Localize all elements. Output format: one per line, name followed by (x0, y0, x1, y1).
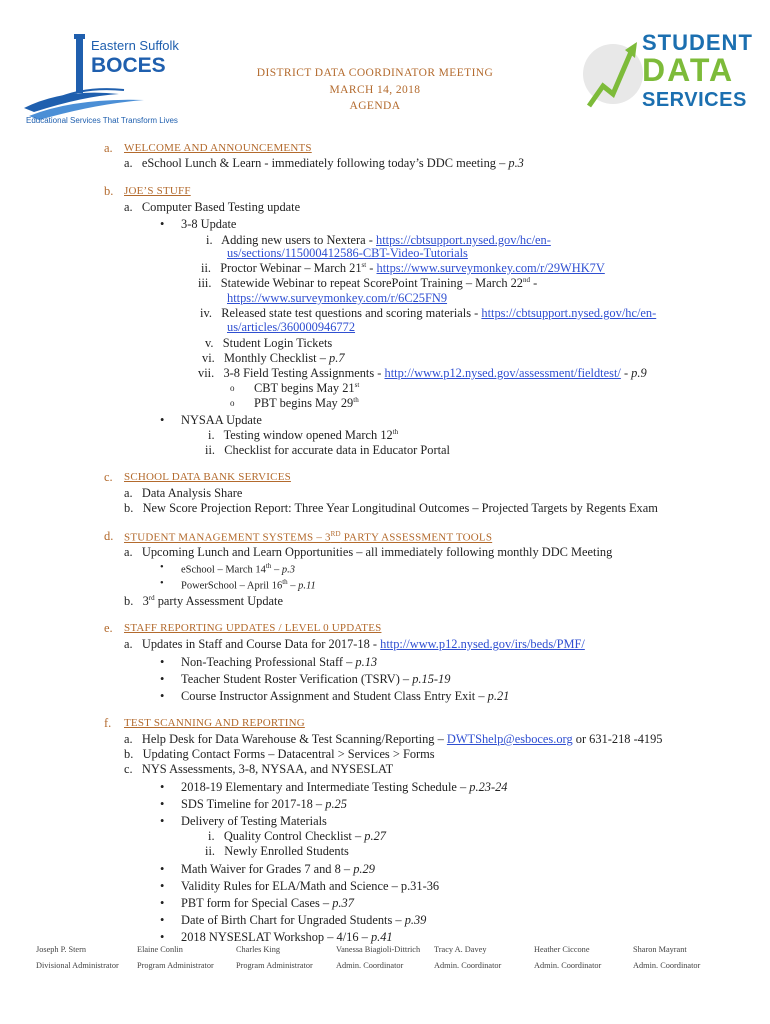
section-c-item-b: b. New Score Projection Report: Three Year Longitudinal Outcomes – Projected Targets by Regents Exam (124, 501, 658, 515)
section-b-bullet-2: • NYSAA Update (181, 413, 262, 428)
sds-line1: STUDENT (642, 30, 753, 55)
section-b-roman-ii: ii. Proctor Webinar – March 21st - https://www.surveymonkey.com/r/29WHK7V (201, 261, 605, 276)
footer-role-6: Admin. Coordinator (534, 961, 602, 970)
footer-name-1: Joseph P. Stern (36, 945, 87, 954)
section-d-bullet-2: • PowerSchool – April 16th – p.11 (181, 578, 316, 592)
section-f-letter: f. (104, 716, 112, 730)
section-f-bullet-2: • SDS Timeline for 2017-18 – p.25 (181, 797, 347, 812)
section-b-bullet-1: • 3-8 Update (181, 217, 236, 232)
section-e-item-a: a. Updates in Staff and Course Data for 2017-18 - http://www.p12.nysed.gov/irs/beds/PMF/ (124, 637, 585, 651)
section-f-sub-i: i. Quality Control Checklist – p.27 (208, 829, 386, 843)
footer-role-2: Program Administrator (137, 961, 214, 970)
section-d-item-a: a. Upcoming Lunch and Learn Opportunities – all immediately following monthly DDC Meeting (124, 545, 613, 559)
footer-name-5: Tracy A. Davey (434, 945, 487, 954)
section-c-letter: c. (104, 470, 113, 484)
sds-line3: SERVICES (642, 89, 747, 111)
section-f-bullet-1: • 2018-19 Elementary and Intermediate Testing Schedule – p.23-24 (181, 780, 508, 795)
footer-role-1: Divisional Administrator (36, 961, 119, 970)
section-a-title[interactable]: WELCOME AND ANNOUNCEMENTS (124, 142, 312, 154)
section-f-bullet-4: • Math Waiver for Grades 7 and 8 – p.29 (181, 862, 375, 877)
nextera-link[interactable]: https://cbtsupport.nysed.gov/hc/en- (376, 233, 551, 247)
pbt-begins: o PBT begins May 29th (254, 396, 359, 411)
section-b-roman-v: v. Student Login Tickets (205, 336, 333, 350)
pmf-link[interactable]: http://www.p12.nysed.gov/irs/beds/PMF/ (380, 637, 585, 651)
section-d-letter: d. (104, 529, 114, 543)
logo-line2: BOCES (91, 54, 166, 77)
section-b-item-a: a. Computer Based Testing update (124, 200, 301, 214)
proctor-webinar-link[interactable]: https://www.surveymonkey.com/r/29WHK7V (376, 261, 605, 276)
section-b-roman-vi: vi. Monthly Checklist – p.7 (202, 351, 345, 365)
section-a-letter: a. (104, 141, 113, 155)
section-d-item-b: b. 3rd party Assessment Update (124, 594, 283, 609)
section-b-roman-vii: vii. 3-8 Field Testing Assignments - http://www.p12.nysed.gov/assessment/fieldtest/ - p.9 (198, 366, 647, 380)
section-e-letter: e. (104, 621, 113, 635)
section-e-title[interactable]: STAFF REPORTING UPDATES / LEVEL 0 UPDATES (124, 622, 382, 634)
footer-name-4: Vanessa Biagioli-Dittrich (336, 945, 421, 954)
section-d-bullet-1: • eSchool – March 14th – p.3 (181, 562, 295, 576)
logo-line1: Eastern Suffolk (91, 38, 179, 53)
section-d-title[interactable]: STUDENT MANAGEMENT SYSTEMS – 3RD PARTY ASSESSMENT TOOLS (124, 530, 493, 544)
field-test-link[interactable]: http://www.p12.nysed.gov/assessment/fieldtest/ (384, 366, 621, 380)
section-b-roman-iv: iv. Released state test questions and scoring materials - https://cbtsupport.nysed.gov/hc/en- (200, 306, 657, 320)
logo-tagline: Educational Services That Transform Lives (26, 116, 178, 125)
footer-name-3: Charles King (236, 945, 281, 954)
section-f-bullet-6: • PBT form for Special Cases – p.37 (181, 896, 354, 911)
nysaa-ii: ii. Checklist for accurate data in Educator Portal (205, 443, 450, 457)
page-title: DISTRICT DATA COORDINATOR MEETING (256, 67, 494, 79)
sds-line2: DATA (642, 52, 735, 88)
footer-role-4: Admin. Coordinator (336, 961, 404, 970)
nysaa-i: i. Testing window opened March 12th (208, 428, 399, 443)
section-f-item-a: a. Help Desk for Data Warehouse & Test Scanning/Reporting – DWTShelp@esboces.org or 631-218 -4195 (124, 732, 663, 746)
section-f-bullet-8: • 2018 NYSESLAT Workshop – 4/16 – p.41 (181, 930, 393, 945)
section-e-bullet-1: • Non-Teaching Professional Staff – p.13 (181, 655, 377, 670)
section-c-title[interactable]: SCHOOL DATA BANK SERVICES (124, 471, 291, 483)
page-date: MARCH 14, 2018 (329, 84, 421, 96)
footer-name-2: Elaine Conlin (137, 945, 183, 954)
section-f-bullet-7: • Date of Birth Chart for Ungraded Students – p.39 (181, 913, 426, 928)
section-f-item-b: b. Updating Contact Forms – Datacentral > Services > Forms (124, 747, 435, 761)
footer-role-3: Program Administrator (236, 961, 313, 970)
section-b-letter: b. (104, 184, 114, 198)
section-b-roman-i: i. Adding new users to Nextera - https://cbtsupport.nysed.gov/hc/en- (206, 233, 551, 247)
footer-name-7: Sharon Mayrant (633, 945, 687, 954)
scorepoint-link[interactable]: https://www.surveymonkey.com/r/6C25FN9 (227, 291, 448, 305)
section-e-bullet-2: • Teacher Student Roster Verification (TSRV) – p.15-19 (181, 672, 450, 687)
section-f-bullet-3: • Delivery of Testing Materials (181, 814, 327, 829)
section-b-roman-iii: iii. Statewide Webinar to repeat ScorePoint Training – March 22nd - (198, 276, 538, 291)
section-f-title[interactable]: TEST SCANNING AND REPORTING (124, 717, 305, 729)
nextera-link-cont[interactable]: us/sections/115000412586-CBT-Video-Tutorials (227, 246, 468, 260)
footer-role-7: Admin. Coordinator (633, 961, 701, 970)
footer-name-6: Heather Ciccone (534, 945, 590, 954)
footer-role-5: Admin. Coordinator (434, 961, 502, 970)
section-e-bullet-3: • Course Instructor Assignment and Student Class Entry Exit – p.21 (181, 689, 509, 704)
section-f-bullet-5: • Validity Rules for ELA/Math and Science – p.31-36 (181, 879, 439, 894)
section-f-sub-ii: ii. Newly Enrolled Students (205, 844, 349, 858)
helpdesk-email-link[interactable]: DWTShelp@esboces.org (446, 732, 573, 746)
released-questions-link[interactable]: https://cbtsupport.nysed.gov/hc/en- (481, 306, 657, 320)
page-subtitle: AGENDA (349, 100, 401, 112)
section-a-item: a. eSchool Lunch & Learn - immediately following today’s DDC meeting – p.3 (124, 156, 524, 170)
section-b-title[interactable]: JOE’S STUFF (124, 185, 191, 197)
section-f-item-c: c. NYS Assessments, 3-8, NYSAA, and NYSESLAT (124, 762, 394, 776)
released-questions-link-cont[interactable]: us/articles/360000946772 (227, 320, 356, 334)
section-c-item-a: a. Data Analysis Share (124, 486, 243, 500)
cbt-begins: o CBT begins May 21st (254, 381, 359, 396)
